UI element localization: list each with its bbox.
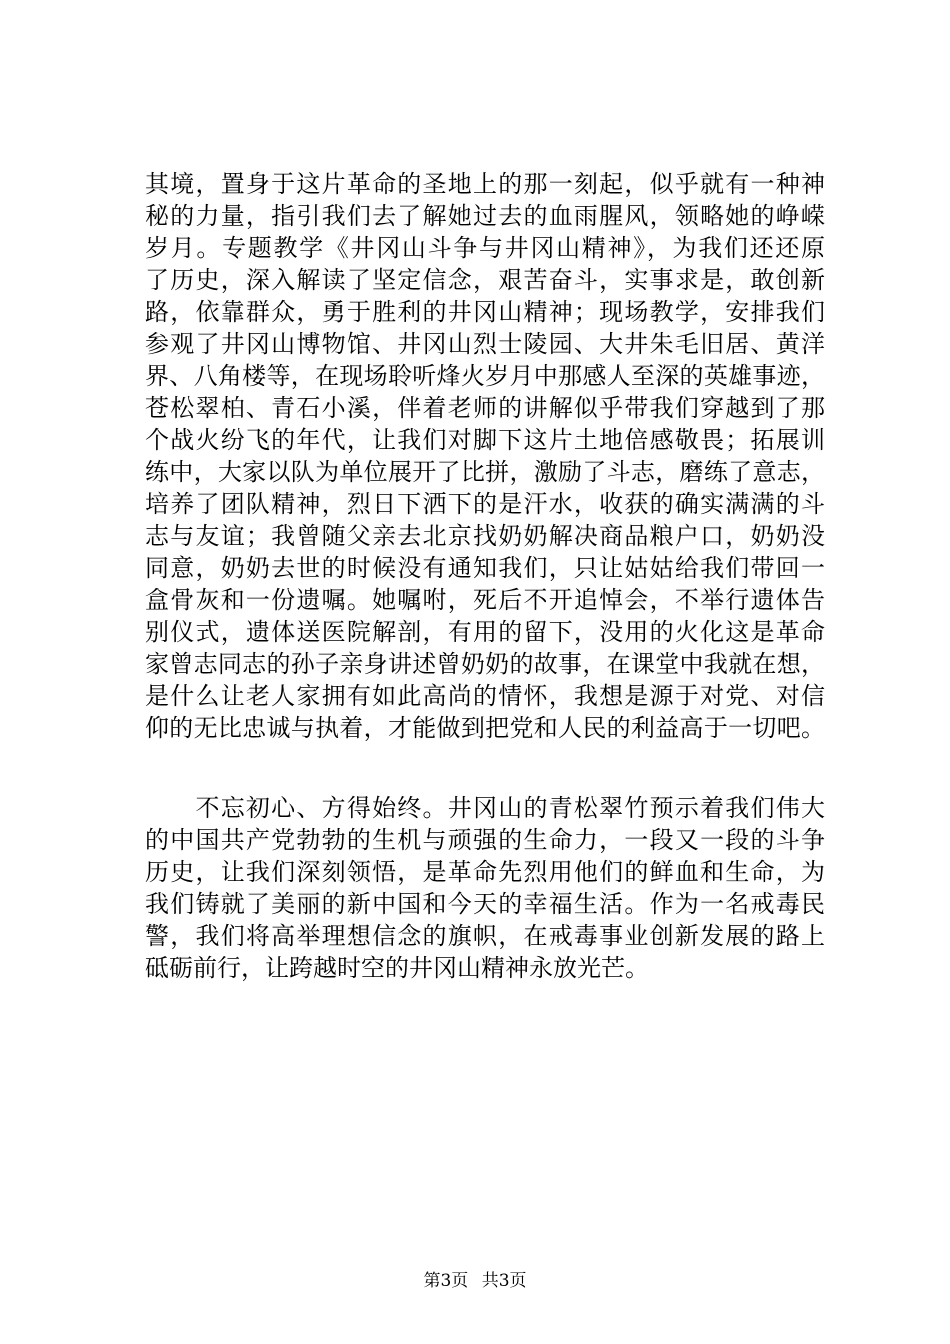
text-line: 界、八角楼等，在现场聆听烽火岁月中那感人至深的英雄事迹， — [145, 362, 825, 390]
text-line: 的中国共产党勃勃的生机与顽强的生命力，一段又一段的斗争 — [145, 826, 825, 854]
page-footer — [0, 1270, 950, 1292]
paragraph-1 — [145, 168, 825, 744]
text-line: 路，依靠群众，勇于胜利的井冈山精神；现场教学，安排我们 — [145, 298, 825, 326]
text-line: 是什么让老人家拥有如此高尚的情怀，我想是源于对党、对信 — [145, 682, 825, 710]
text-line: 同意，奶奶去世的时候没有通知我们，只让姑姑给我们带回一 — [145, 554, 825, 582]
text-line: 秘的力量，指引我们去了解她过去的血雨腥风，领略她的峥嵘 — [145, 202, 825, 230]
text-line: 岁月。专题教学《井冈山斗争与井冈山精神》，为我们还还原 — [145, 234, 825, 262]
paragraph-2 — [145, 792, 825, 984]
text-line: 不忘初心、方得始终。井冈山的青松翠竹预示着我们伟大 — [145, 794, 825, 822]
text-line: 了历史，深入解读了坚定信念，艰苦奋斗，实事求是，敢创新 — [145, 266, 825, 294]
text-line: 练中，大家以队为单位展开了比拼，激励了斗志，磨练了意志， — [145, 458, 825, 486]
text-line: 警，我们将高举理想信念的旗帜，在戒毒事业创新发展的路上 — [145, 922, 825, 950]
text-line: 砥砺前行，让跨越时空的井冈山精神永放光芒。 — [145, 954, 649, 982]
page-number-total: 共3页 — [481, 1271, 527, 1291]
text-line: 志与友谊；我曾随父亲去北京找奶奶解决商品粮户口，奶奶没 — [145, 522, 825, 550]
text-line: 参观了井冈山博物馆、井冈山烈士陵园、大井朱毛旧居、黄洋 — [145, 330, 825, 358]
text-line: 别仪式，遗体送医院解剖，有用的留下，没用的火化这是革命 — [145, 618, 825, 646]
text-line: 仰的无比忠诚与执着，才能做到把党和人民的利益高于一切吧。 — [145, 714, 825, 742]
page-number-current: 第3页 — [423, 1271, 469, 1291]
text-line: 我们铸就了美丽的新中国和今天的幸福生活。作为一名戒毒民 — [145, 890, 825, 918]
body-text — [145, 168, 825, 984]
text-line: 苍松翠柏、青石小溪，伴着老师的讲解似乎带我们穿越到了那 — [145, 394, 825, 422]
text-line: 历史，让我们深刻领悟，是革命先烈用他们的鲜血和生命，为 — [145, 858, 825, 886]
text-line: 其境，置身于这片革命的圣地上的那一刻起，似乎就有一种神 — [145, 170, 825, 198]
text-line: 培养了团队精神，烈日下洒下的是汗水，收获的确实满满的斗 — [145, 490, 825, 518]
paragraph-gap — [145, 744, 825, 792]
text-line: 家曾志同志的孙子亲身讲述曾奶奶的故事，在课堂中我就在想， — [145, 650, 825, 678]
text-line: 盒骨灰和一份遗嘱。她嘱咐，死后不开追悼会，不举行遗体告 — [145, 586, 825, 614]
text-line: 个战火纷飞的年代，让我们对脚下这片土地倍感敬畏；拓展训 — [145, 426, 825, 454]
